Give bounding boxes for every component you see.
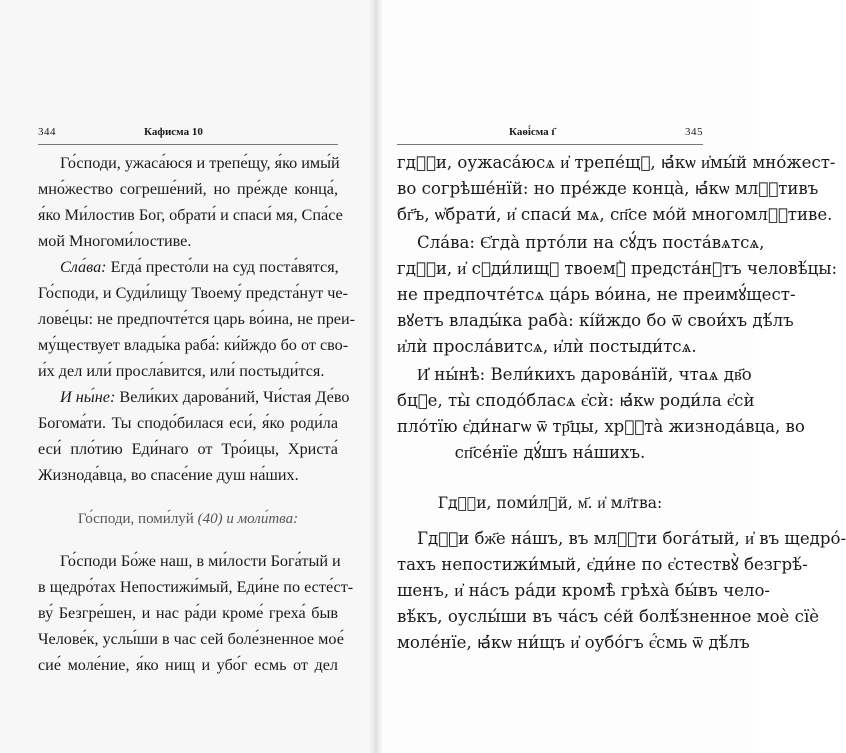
left-page xyxy=(0,0,376,753)
text-line: бг҃ъ, ѡ҆брати́, и҆ спаси́ мѧ, сп҃се мо́й многомлⷭ҇тиве. xyxy=(397,205,833,224)
left-header-rule xyxy=(38,144,338,145)
text-line: Гдⷭ҇и бж҃е на́шъ, въ млⷭ҇ти бога́тый, и҆ въ щедро́- xyxy=(417,529,846,548)
text-line: ву́ Безгре́шен, и нас ра́ди кроме́ греха́ быв xyxy=(38,604,338,622)
text-line: Го́споди, и Суди́лищу Твоему́ предста́нут че- xyxy=(38,284,348,302)
section-heading: Гдⷭ҇и, поми́лꙋй, м҃. и҆ мл҃тва: xyxy=(437,494,663,512)
text-line: Сла́ва: Є҆гда̀ прто́ли на сꙋ́дъ поста́вѧтсѧ, xyxy=(417,233,765,252)
text-line: мой Многоми́лостиве. xyxy=(38,232,192,250)
text-line: вѣ́къ, оуслы́ши въ ча́съ се́й болѣ́зненное моѐ сїѐ xyxy=(397,607,820,626)
right-running-head: Каѳі́сма ı҃ xyxy=(509,126,555,138)
text-line: И҆ ны́нѣ: Вели́кихъ дарова́нїй, чтаѧ дв҃о xyxy=(417,365,752,384)
left-page-number: 344 xyxy=(38,126,56,138)
text-line: я́ко Ми́лостив Бог, обрати́ и спаси́ мя, Спа́се xyxy=(38,206,343,224)
text-line: И ны́не: Вели́ких дарова́ний, Чи́стая Де́во xyxy=(60,388,350,406)
text-line: моле́нїе, ꙗ҆́кѡ ни́щъ и҆ оубо́гъ є҆́смь ѿ дѣ́лъ xyxy=(397,633,750,652)
text-line: пло́тїю є҆ди́нагѡ ѿ тр҃цы, хрⷭ҇та̀ жизнода́вца, во xyxy=(397,417,805,436)
text-line: Жизнода́вца, во спасе́ние душ на́ших. xyxy=(38,466,299,484)
text-line: гдⷭ҇и, оужаса́юсѧ и҆ трепе́щꙋ, ꙗ҆́кѡ и҆мы́й мно́жест- xyxy=(397,153,836,172)
i-nyne-label: И ны́не: xyxy=(60,388,116,406)
text-line: лове́цы: не предпочте́тся царь во́ина, не преи- xyxy=(38,310,356,328)
text-line: вꙋетъ влады́ка раба̀: кі́йждо бо ѿ свои́хъ дѣ́лъ xyxy=(397,311,794,330)
slava-label: Сла́ва: xyxy=(417,233,475,252)
section-heading: Го́споди, поми́луй (40) и моли́тва: xyxy=(77,511,299,527)
text-line: Челове́к, услы́ши в час сей боле́зненное мое́ xyxy=(38,630,344,648)
text-line: Сла́ва: Егда́ престо́ли на суд поста́вятся, xyxy=(60,258,339,276)
right-page xyxy=(376,0,846,753)
text-line: бцⷣе, ты̀ сподо́бласѧ є҆сѝ: ꙗ҆́кѡ роди́ла є҆сѝ xyxy=(397,391,755,410)
text-line: шенъ, и҆ на́съ ра́ди кромѣ̀ грѣха̀ бы́въ чело- xyxy=(397,581,771,600)
text-line: Го́споди Бо́же наш, в ми́лости Бога́тый и xyxy=(60,552,341,570)
text-line: Го́споди, ужаса́юся и трепе́щу, я́ко имы́й xyxy=(60,154,340,172)
text-line: тахъ непостижи́мый, є҆ди́не по є҆стествꙋ̀ безгрѣ́- xyxy=(397,555,808,574)
right-page-number: 345 xyxy=(685,126,703,138)
text-line: не предпочте́тсѧ ца́рь во́ина, не преимꙋ́щест- xyxy=(397,285,796,304)
right-header-rule xyxy=(397,144,703,145)
text-line: мно́жество согреше́ний, но пре́жде конца́, xyxy=(38,180,338,198)
book-gutter xyxy=(369,0,383,753)
text-line: гдⷭ҇и, и҆ сꙋди́лищꙋ твоемꙋ̀ предста́нꙋтъ человѣ́цы: xyxy=(397,259,838,278)
left-page-header xyxy=(38,126,338,144)
slava-label: Сла́ва: xyxy=(60,258,107,276)
left-running-head: Кафисма 10 xyxy=(144,126,203,138)
text-line: сие́ моле́ние, я́ко нищ и убо́г есмь от дел xyxy=(38,656,338,674)
text-line: в щедро́тах Непостижи́мый, Еди́не по есте́ст- xyxy=(38,578,354,596)
text-line: еси́ пло́тию Еди́наго от Тро́ицы, Христа́ xyxy=(38,440,338,458)
text-line: и́х дел или́ просла́вится, или́ постыди́тся. xyxy=(38,362,325,380)
text-line: му́ществует влады́ка раба́: ки́йждо бо от сво- xyxy=(38,336,349,354)
text-line: и҆лѝ просла́витсѧ, и҆лѝ постыди́тсѧ. xyxy=(397,337,697,356)
text-line: сп҃се́нїе дꙋ́шъ на́шихъ. xyxy=(454,443,646,462)
i-nyne-label: И҆ ны́нѣ: xyxy=(417,365,486,384)
text-line: Богома́ти. Ты сподо́билася еси́, я́ко роди́ла xyxy=(38,414,338,432)
text-line: во согрѣше́нїй: но пре́жде конца̀, ꙗ҆́кѡ млⷭ҇тивъ xyxy=(397,179,819,198)
right-page-header xyxy=(397,126,703,144)
